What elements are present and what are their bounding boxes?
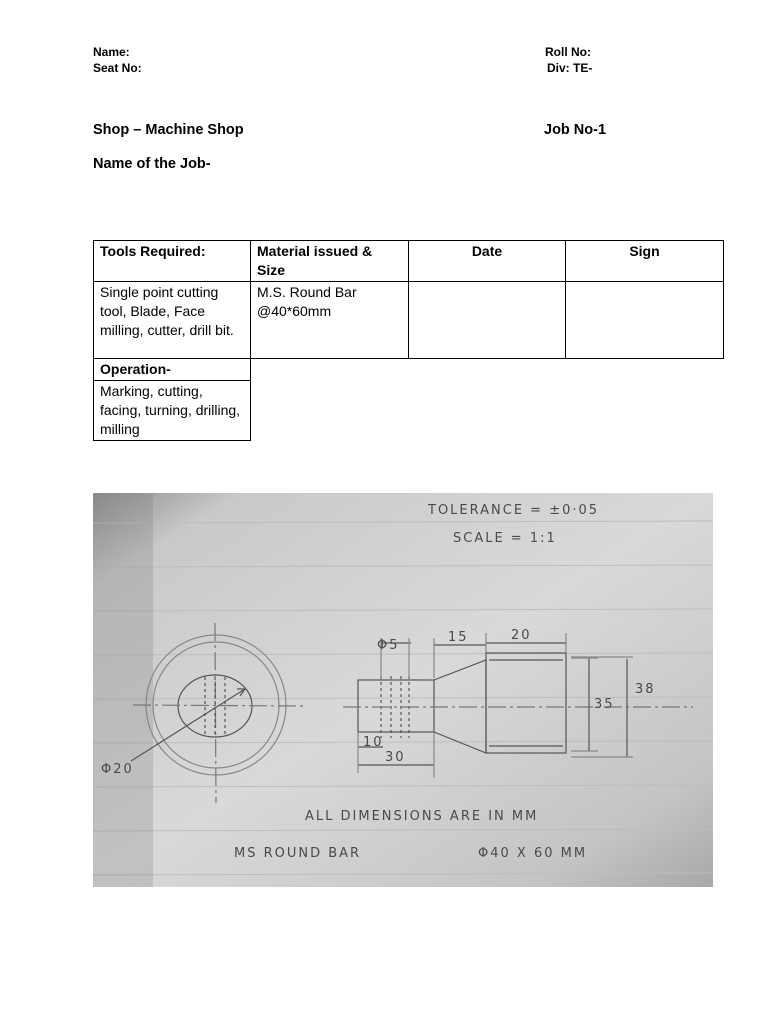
shop-title: Shop – Machine Shop [93, 122, 244, 138]
division-label: Div: TE- [547, 61, 593, 75]
operation-cell: Marking, cutting, facing, turning, drilling, milling [94, 381, 251, 441]
units-note: ALL DIMENSIONS ARE IN MM [305, 809, 539, 824]
table-header-row [94, 241, 724, 282]
operation-row [94, 381, 724, 441]
scale-note: SCALE = 1:1 [453, 531, 557, 546]
tolerance-note: TOLERANCE = ±0·05 [428, 503, 600, 518]
dim-10: 10 [363, 735, 384, 750]
header-date: Date [409, 241, 566, 282]
engineering-drawing-photo [93, 493, 713, 887]
table-row [94, 282, 724, 359]
material-note: MS ROUND BAR [234, 846, 362, 861]
header-material: Material issued & Size [251, 241, 409, 282]
job-name-label: Name of the Job- [93, 156, 211, 172]
roll-no-label: Roll No: [545, 45, 591, 59]
dim-35: 35 [594, 697, 615, 712]
paper-background [93, 493, 713, 887]
header-sign: Sign [566, 241, 724, 282]
header-tools: Tools Required: [94, 241, 251, 282]
drawing-canvas [93, 493, 713, 887]
material-cell: M.S. Round Bar @40*60mm [251, 282, 409, 359]
dim-phi5: Φ5 [377, 638, 400, 653]
dim-20: 20 [511, 628, 532, 643]
dim-phi20: Φ20 [101, 762, 134, 777]
dim-38: 38 [635, 682, 656, 697]
job-details-table [93, 240, 724, 441]
job-number: Job No-1 [544, 122, 607, 138]
dim-15: 15 [448, 630, 469, 645]
operation-label-row [94, 359, 724, 381]
operation-label: Operation- [94, 359, 251, 381]
sign-cell [566, 282, 724, 359]
seat-no-label: Seat No: [93, 61, 142, 75]
tools-cell: Single point cutting tool, Blade, Face milling, cutter, drill bit. [94, 282, 251, 359]
dim-30: 30 [385, 750, 406, 765]
size-note: Φ40 X 60 MM [478, 846, 588, 861]
name-label: Name: [93, 45, 130, 59]
date-cell [409, 282, 566, 359]
